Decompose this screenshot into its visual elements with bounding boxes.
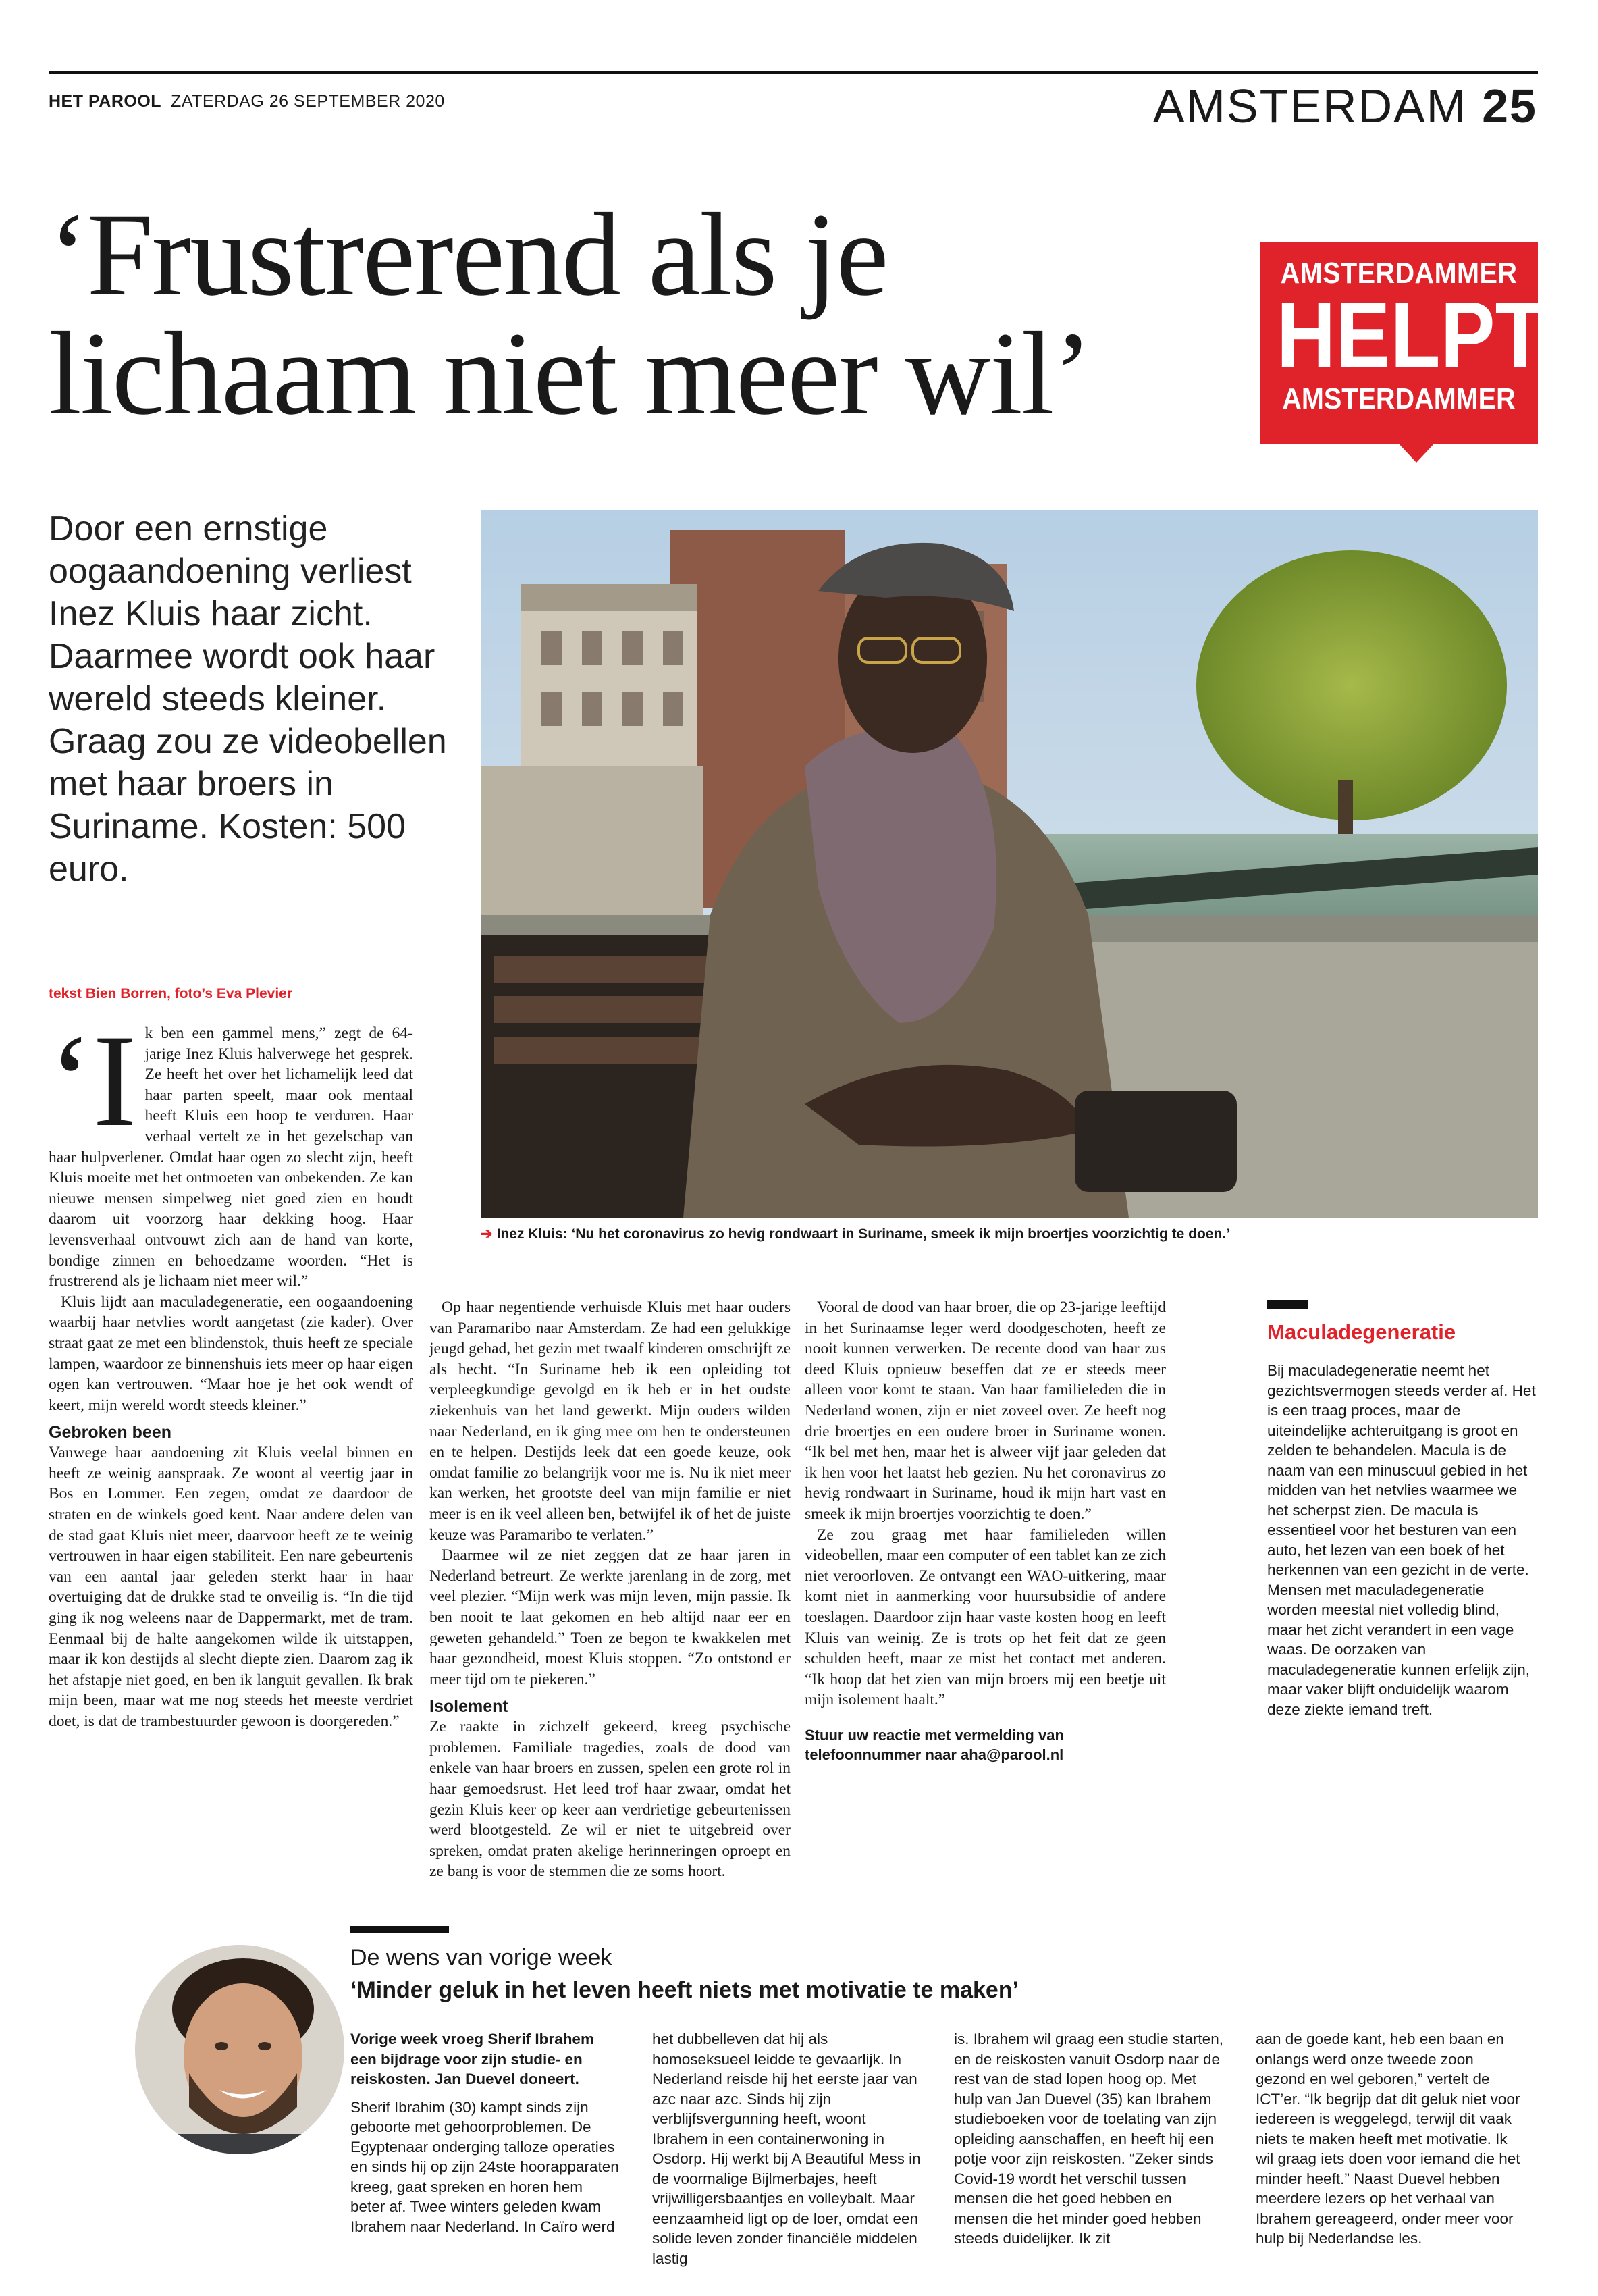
badge-middle: HELPT <box>1276 283 1545 387</box>
box-paragraph: het dubbelleven dat hij als homoseksueel leidde te gevaarlijk. In Nederland reisde hij het eerste jaar van azc naar azc. Sinds hij zijn verblijfsvergunning heeft, woont Ibrahem in een containerwoning in Osdorp. Hij werkt bij A Beautiful Mess in de voormalige Bijlmerbajes, heeft vrijwilligersbaantjes en volleybalt. Maar eenzaamheid ligt op de loer, omdat een solide leven zonder financiële middelen lastig <box>652 2031 921 2267</box>
paragraph: Ze raakte in zichzelf gekeerd, kreeg psychische problemen. Familiale tragedies, zoals de dood van enkele van haar broers en zussen, spelen een grote rol in haar gemoedsrust. Het leed trof haar zwaar, omdat het gezin Kluis keer op keer aan verdrietige gebeurtenissen werd blootgesteld. Ze wil er niet te uitgebreid over spreken, omdat praten akelige herinneringen oproept en ze bang is voor de stemmen die ze soms hoort. <box>429 1718 791 1881</box>
box-title: ‘Minder geluk in het leven heeft niets met motivatie te maken’ <box>350 1977 1019 2003</box>
caption-text: Inez Kluis: ‘Nu het coronavirus zo hevig rondwaart in Suriname, smeek ik mijn broertjes voorzichtig te doen.’ <box>496 1226 1231 1242</box>
subheading: Gebroken been <box>49 1423 171 1442</box>
issue-date: ZATERDAG 26 SEPTEMBER 2020 <box>171 92 445 111</box>
paragraph: Daarmee wil ze niet zeggen dat ze haar jaren in Nederland betreurt. Ze werkte jarenlang in de zorg, met veel plezier. “Mijn werk was mijn leven, mijn passie. Ik ben nooit te laat gekomen en heb altijd naar eer en geweten gehandeld.” Toen ze begon te kwakkelen met haar gezondheid, moest Kluis stoppen. “Zo ontstond er meer tijd om te piekeren.” <box>429 1546 791 1688</box>
box-column-3 <box>954 2029 1224 2249</box>
top-rule <box>49 71 1538 74</box>
box-label: De wens van vorige week <box>350 1945 612 1971</box>
box-paragraph: aan de goede kant, heb een baan en onlangs werd onze tweede zoon gezond en wel geboren,” vertelt de ICT’er. “Ik begrijp dat dit geluk niet voor iedereen is weggelegd, terwijl dit vaak niets te maken heeft met motivatie. Ik wil graag iets doen voor iemand die het minder heeft.” Naast Duevel hebben meerdere lezers op het verhaal van Ibrahem gereageerd, onder meer voor hulp bij Nederlandse les. <box>1256 2031 1520 2247</box>
paragraph: Ze zou graag met haar familieleden willen videobellen, maar een computer of een tablet kan ze zich niet veroorloven. Ze ontvangt een WAO-uitkering, maar komt niet in aanmerking voor huursubsidie of andere toeslagen. Daardoor zijn haar vaste kosten hoog en leeft Kluis van weinig. Ze is trots op het feit dat ze geen schulden heeft, maar ze mist het contact met anderen. “Ik hoop dat het zien van mijn broers mij een beetje uit mijn isolement haalt.” <box>805 1525 1167 1709</box>
photo-caption <box>481 1226 1230 1243</box>
byline: tekst Bien Borren, foto’s Eva Plevier <box>49 986 293 1001</box>
headline <box>49 189 1264 440</box>
box-column-2 <box>652 2029 922 2268</box>
portrait-photo <box>135 1945 344 2154</box>
campaign-badge <box>1260 242 1545 444</box>
badge-top: AMSTERDAMMER <box>1280 257 1518 290</box>
intro-text: Door een ernstige oogaandoening verliest Inez Kluis haar zicht. Daarmee wordt ook haar wereld steeds kleiner. Graag zou ze videobellen met haar broers in Suriname. Kosten: 500 euro. <box>49 509 447 889</box>
paragraph: ‘Ik ben een gammel mens,” zegt de 64-jarige Inez Kluis halverwege het gesprek. Ze heeft het over het lichamelijk leed dat haar parten speelt, maar ook mentaal heeft Kluis een hoop te verduren. Haar verhaal vertelt ze in het gezelschap van haar hulpverlener. Omdat haar ogen zo slecht zijn, heeft Kluis moeite met het ontmoeten van onbekenden. Ze kan nieuwe mensen simpelweg niet goed zien en houdt daarom uit voorzorg haar dekking hoog. Haar levensverhaal ontvouwt zich aan de hand van korte, bondige zinnen en behoedzame woorden. “Het is frustrerend als je lichaam niet meer wil.” <box>49 1008 413 1290</box>
section-name: AMSTERDAM <box>1152 80 1468 132</box>
section-header <box>1153 82 1537 130</box>
paragraph: Kluis lijdt aan maculadegeneratie, een oogaandoening waarbij haar netvlies wordt aangetast (zie kader). Over straat gaat ze met een blindenstok, thuis heeft ze speciale lampen, waardoor ze binnenshuis iets meer op haar eigen ogen kan vertrouwen. “Maar hoe je het ook wendt of keert, mijn wereld wordt steeds kleiner.” <box>49 1293 413 1414</box>
paragraph: Vanwege haar aandoening zit Kluis veelal binnen en heeft ze weinig aanspraak. Ze woont al veertig jaar in Bos en Lommer. Een zegen, omdat ze daardoor de straten en de winkels goed kent. Naar andere delen van de stad gaat Kluis niet meer, daarvoor heeft ze te weinig vertrouwen in haar eigen stabiliteit. Een nare gebeurtenis van een aantal jaar geleden sterkt haar in haar overtuiging dat de drukke stad te onveilig is. “In die tijd ging ik nog weleens naar de Dappermarkt, met de tram. Eenmaal bij de halte aangekomen wilde ik uitstappen, maar ik kon destijds al slecht diepte zien. Daarom zag ik het afstapje niet goed, en ben ik languit gevallen. Ik brak mijn been, maar wat me nog steeds het meeste verdriet doet, is dat de trambestuurder gewoon is doorgereden.” <box>49 1444 413 1730</box>
arrow-icon: ➔ <box>481 1226 493 1242</box>
paragraph: Vooral de dood van haar broer, die op 23-jarige leeftijd in het Surinaamse leger werd doodgeschoten, heeft ze nooit kunnen verwerken. De recente dood van haar zus deed Kluis opnieuw beseffen dat ze er steeds meer alleen voor komt te staan. Van haar familieleden die in Nederland wonen, zijn er niet zoveel over. Ze heeft nog drie broertjes en een oudere broer in Suriname wonen. “Ik bel met hen, maar het is alweer vijf jaar geleden dat ik hen voor het laatst heb gezien. Nu het coronavirus zo hevig rondwaart in Suriname, houd ik mijn hart vast en smeek ik mijn broertjes voorzichtig te doen.” <box>805 1299 1166 1523</box>
subheading: Isolement <box>429 1697 508 1717</box>
paper-name: HET PAROOL <box>49 92 162 111</box>
article-column-3 <box>805 1297 1166 1765</box>
sidebar-rule <box>1267 1300 1308 1309</box>
box-column-1 <box>350 2029 620 2237</box>
sidebar-text: Bij maculadegeneratie neemt het gezichtsvermogen steeds verder af. Het is een traag proces, maar de uiteindelijke achteruitgang is groot en zelden te behandelen. Macula is de naam van een minuscuul gebied in het midden van het netvlies waarmee we het scherpst zien. De macula is essentieel voor het besturen van een auto, het lezen van een boek of het herkennen van een gezicht in de verte. Mensen met maculadegeneratie worden meestal niet volledig blind, maar het zicht verandert in een vage waas. De oorzaken van maculadegeneratie kunnen erfelijk zijn, maar vaker blijft onduidelijk waarom deze ziekte iemand treft. <box>1267 1362 1536 1718</box>
box-lead: Vorige week vroeg Sherif Ibrahem een bijdrage voor zijn studie- en reiskosten. Jan Duevel doneert. <box>350 2031 594 2087</box>
paragraph: Op haar negentiende verhuisde Kluis met haar ouders van Paramaribo naar Amsterdam. Ze had een gelukkige jeugd gehad, het gezin met twaalf kinderen omschrijft ze als hecht. “In Suriname heb ik een opleiding tot verpleegkundige gevolgd en ik heb er in het oudste ziekenhuis van het land gewerkt. Mijn ouders wilden naar Nederland, en ik ging mee om hen te ondersteunen en te helpen. Destijds leek dat een goede keuze, ook omdat familie zo belangrijk voor me is. Nu ik niet meer kan werken, het grootste deel van mijn familie er niet meer is en ik veel alleen ben, betwijfel ik of het de juiste keuze was Paramaribo te verlaten.” <box>429 1299 791 1544</box>
headline-line-1: ‘Frustrerend als je <box>49 189 888 321</box>
box-paragraph: Sherif Ibrahim (30) kampt sinds zijn geboorte met gehoorproblemen. De Egyptenaar onderging talloze operaties en sinds hij op zijn 24ste hoorapparaten kreeg, gaat spreken en horen hem beter af. Twee winters geleden kwam Ibrahem naar Nederland. In Caïro werd <box>350 2098 619 2235</box>
badge-pointer <box>1397 442 1435 463</box>
box-paragraph: is. Ibrahem wil graag een studie starten, en de reiskosten vanuit Osdorp naar de rest van de stad lopen hoog op. Met hulp van Jan Duevel (35) kan Ibrahem studieboeken voor de toelating van zijn opleiding aanschaffen, en heeft hij een potje voor zijn reiskosten. “Zeker sinds Covid-19 wordt het verschil tussen mensen die het goed hebben en mensen die het minder goed hebben steeds duidelijker. Ik zit <box>954 2031 1223 2247</box>
badge-bottom: AMSTERDAMMER <box>1282 382 1516 415</box>
box-column-4 <box>1256 2029 1526 2249</box>
headline-line-2: lichaam niet meer wil’ <box>49 308 1092 440</box>
sidebar-title: Maculadegeneratie <box>1267 1320 1456 1344</box>
drop-cap: ‘I <box>49 1008 137 1154</box>
article-column-2 <box>429 1297 791 1882</box>
reader-call-to-action: Stuur uw reactie met vermelding van telefoonnummer naar aha@parool.nl <box>805 1726 1064 1763</box>
main-photo <box>481 510 1538 1218</box>
page-number: 25 <box>1482 80 1537 132</box>
masthead <box>49 92 445 111</box>
box-rule <box>350 1926 449 1933</box>
article-column-1 <box>49 1008 413 1732</box>
